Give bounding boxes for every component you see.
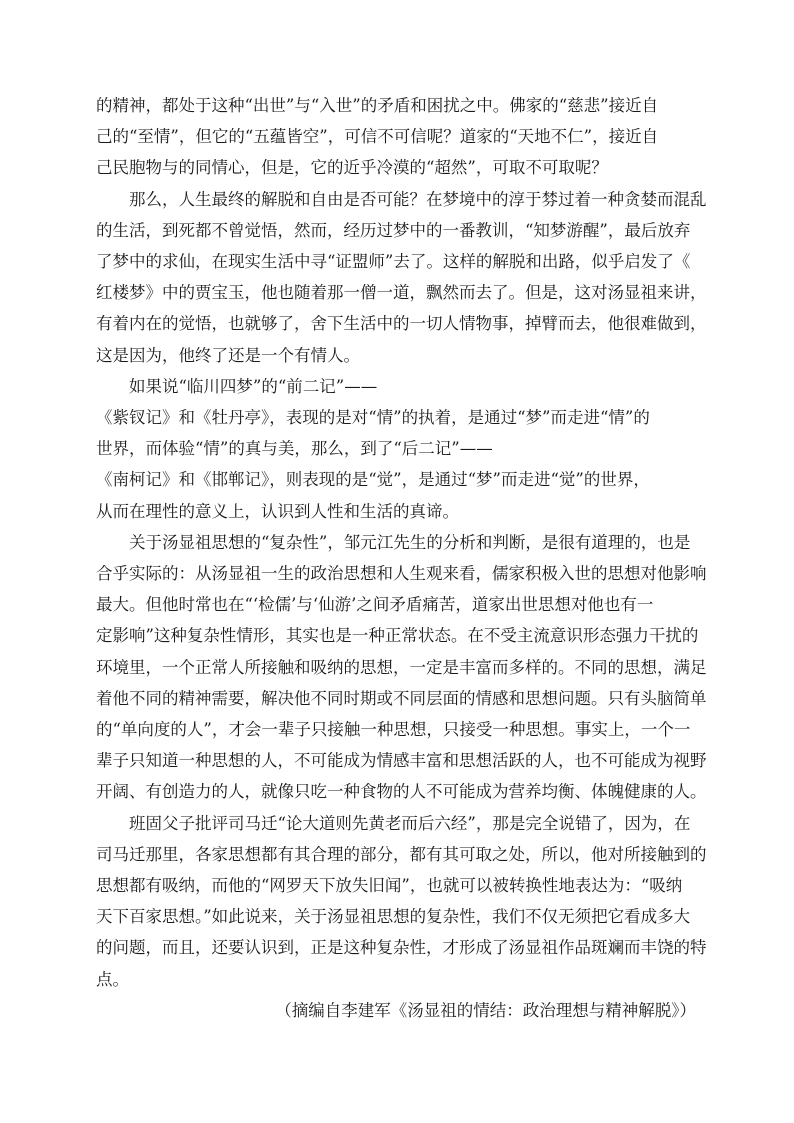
paragraph bbox=[96, 90, 696, 184]
text-line: 己的“至情”，但它的“五蕴皆空”，可信不可信呢？道家的“天地不仁”，接近自 bbox=[96, 127, 659, 147]
text-line: 《紫钗记》和《牡丹亭》，表现的是对“情”的执着，是通过“梦”而走进“情”的 bbox=[96, 408, 650, 428]
text-line: 的问题，而且，还要认识到，正是这种复杂性，才形成了汤显祖作品斑斓而丰饶的特 bbox=[96, 938, 707, 958]
paragraph bbox=[96, 184, 707, 371]
text-line: 着他不同的精神需要，解决他不同时期或不同层面的情感和思想问题。只有头脑简单 bbox=[96, 688, 707, 708]
text-line: 班固父子批评司马迁“论大道则先黄老而后六经”，那是完全说错了，因为，在 bbox=[129, 813, 691, 833]
text-line: 红楼梦》中的贾宝玉，他也随着那一僧一道，飘然而去了。但是，这对汤显祖来讲， bbox=[96, 283, 707, 303]
text-line: 了梦中的求仙，在现实生活中寻“证盟师”去了。这样的解脱和出路，似乎启发了《 bbox=[96, 252, 691, 272]
text-line: 《南柯记》和《邯郸记》，则表现的是“觉”，是通过“梦”而走进“觉”的世界， bbox=[96, 470, 650, 490]
text-line: 的生活，到死都不曾觉悟，然而，经历过梦中的一番教训，“知梦游醒”，最后放弃 bbox=[96, 220, 691, 240]
text-line: 有着内在的觉悟，也就够了，舍下生活中的一切人情物事，掉臂而去，他很难做到， bbox=[96, 314, 707, 334]
paragraph bbox=[96, 527, 707, 808]
text-line: 环境里，一个正常人所接触和吸纳的思想，一定是丰富而多样的。不同的思想，满足 bbox=[96, 657, 707, 677]
text-line: 关于汤显祖思想的“复杂性”，邹元江先生的分析和判断，是很有道理的，也是 bbox=[129, 532, 691, 552]
text-line: 辈子只知道一种思想的人，不可能成为情感丰富和思想活跃的人，也不可能成为视野 bbox=[96, 751, 707, 771]
text-line: 思想都有吸纳，而他的“网罗天下放失旧闻”，也就可以被转换性地表达为：“吸纳 bbox=[96, 876, 683, 896]
text-line: 合乎实际的：从汤显祖一生的政治思想和人生观来看，儒家积极入世的思想对他影响 bbox=[96, 564, 707, 584]
text-line: 世界，而体验“情”的真与美，那么，到了“后二记”—— bbox=[96, 439, 493, 459]
source-citation: （摘编自李建军《汤显祖的情结：政治理想与精神解脱》） bbox=[275, 1000, 696, 1020]
text-line: 如果说“临川四梦”的“前二记”—— bbox=[129, 376, 378, 396]
paragraph bbox=[96, 464, 696, 526]
paragraph bbox=[96, 402, 696, 464]
text-line: 司马迁那里，各家思想都有其合理的部分，都有其可取之处，所以，他对所接触到的 bbox=[96, 844, 707, 864]
text-line: 天下百家思想。”如此说来，关于汤显祖思想的复杂性，我们不仅无须把它看成多大 bbox=[96, 907, 691, 927]
article-body bbox=[96, 90, 707, 1026]
text-line: 点。 bbox=[96, 969, 129, 989]
text-line: 的“单向度的人”，才会一辈子只接触一种思想，只接受一种思想。事实上，一个一 bbox=[96, 720, 691, 740]
text-line: 己民胞物与的同情心，但是，它的近乎冷漠的“超然”，可取不可取呢？ bbox=[96, 158, 608, 178]
text-line: 的精神，都处于这种“出世”与“入世”的矛盾和困扰之中。佛家的“慈悲”接近自 bbox=[96, 96, 659, 115]
text-line: 最大。但他时常也在“‘检儒’与‘仙游’之间矛盾痛苦，道家出世思想对他也有一 bbox=[96, 595, 654, 615]
text-line: 那么，人生最终的解脱和自由是否可能？在梦境中的淳于棼过着一种贪婪而混乱 bbox=[129, 189, 707, 209]
text-line: 开阔、有创造力的人，就像只吃一种食物的人不可能成为营养均衡、体魄健康的人。 bbox=[96, 782, 707, 802]
paragraph bbox=[96, 371, 696, 402]
text-line: 这是因为，他终了还是一个有情人。 bbox=[96, 345, 360, 365]
text-line: 定影响”这种复杂性情形，其实也是一种正常状态。在不受主流意识形态强力干扰的 bbox=[96, 626, 699, 646]
paragraph bbox=[96, 808, 707, 995]
text-line: 从而在理性的意义上，认识到人性和生活的真谛。 bbox=[96, 501, 459, 521]
